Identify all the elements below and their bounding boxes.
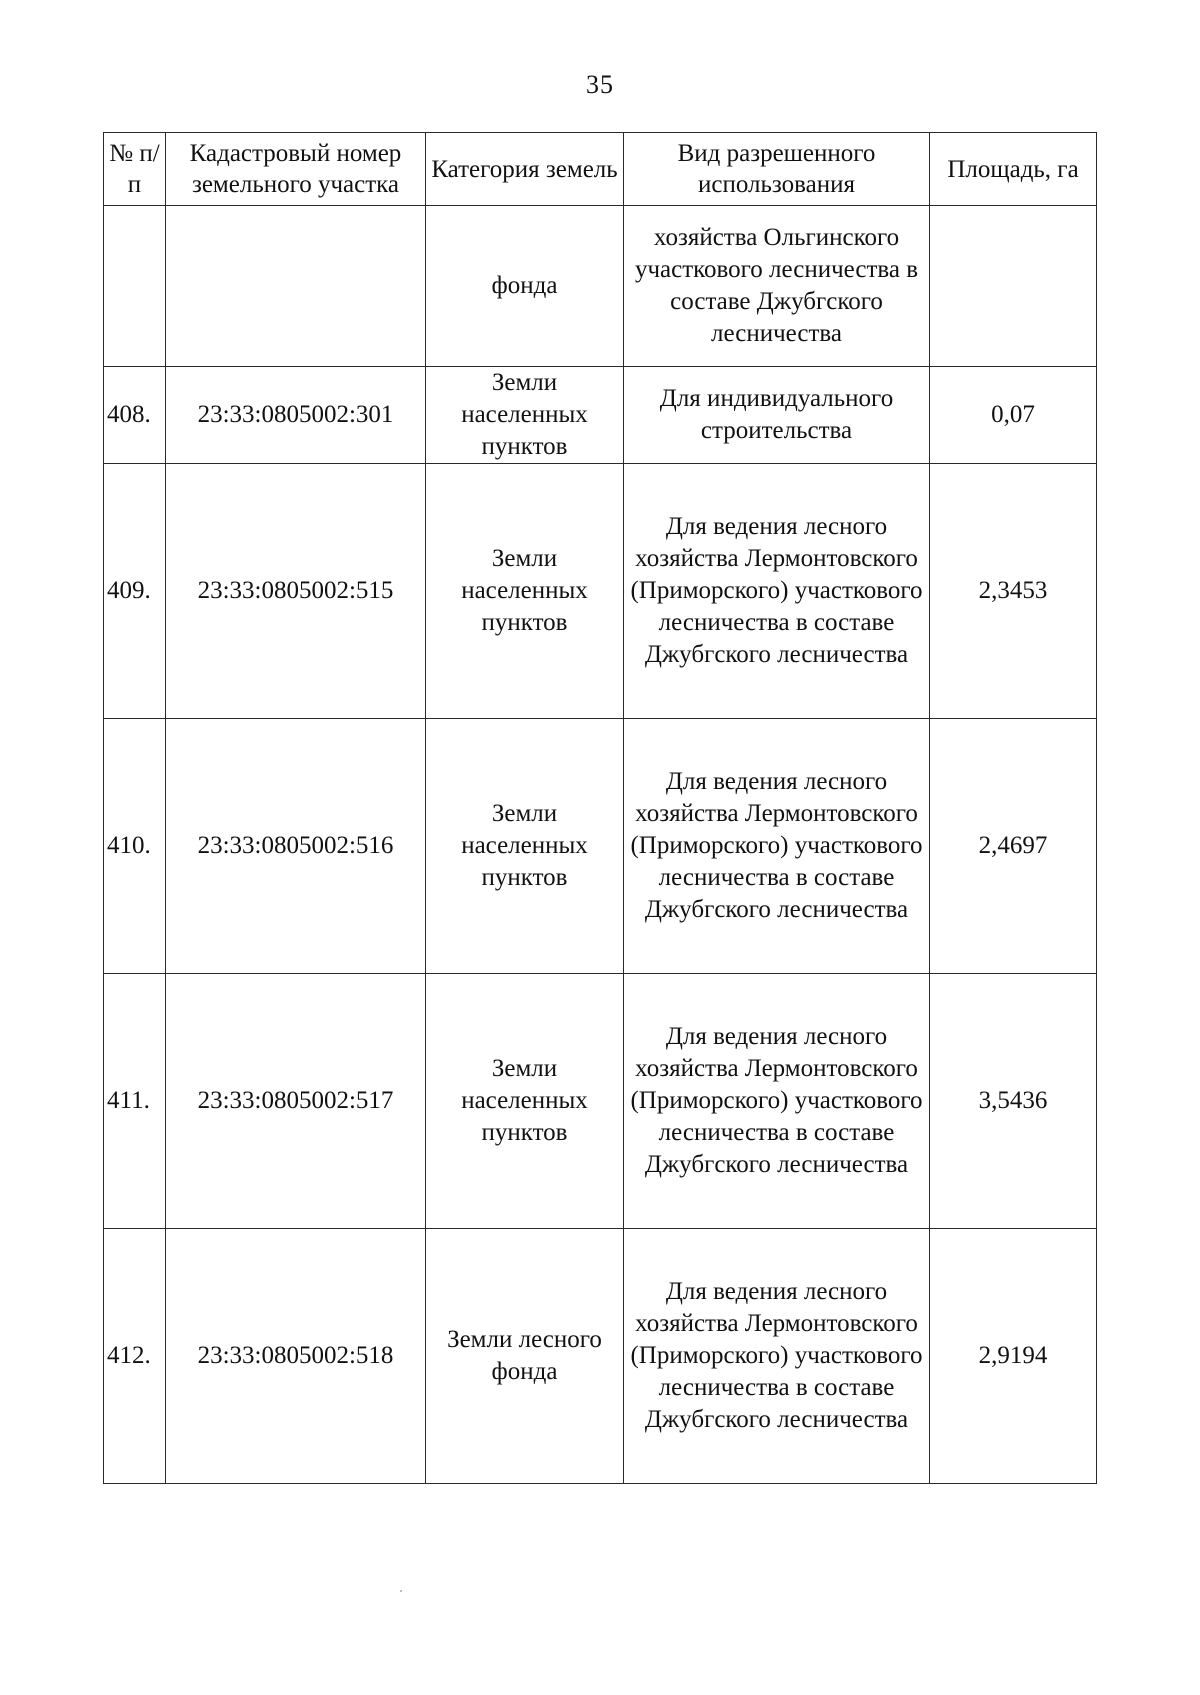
header-row bbox=[104, 133, 1097, 206]
cell-category: фонда bbox=[426, 206, 624, 367]
cell-area: 2,3453 bbox=[930, 464, 1097, 719]
cell-num: 410. bbox=[104, 719, 166, 974]
cell-use: Для ведения лесного хозяйства Лермонтовского (Приморского) участкового лесничества в составе Джубгского лесничества bbox=[624, 719, 930, 974]
cell-cadastral: 23:33:0805002:517 bbox=[166, 974, 426, 1229]
land-plots-table bbox=[103, 132, 1097, 1484]
scan-speck bbox=[400, 1590, 402, 1592]
header-num: № п/п bbox=[104, 133, 166, 206]
table-row bbox=[104, 719, 1097, 974]
cell-num bbox=[104, 206, 166, 367]
table-body bbox=[104, 206, 1097, 1484]
header-area: Площадь, га bbox=[930, 133, 1097, 206]
cell-category: Земли лесного фонда bbox=[426, 1229, 624, 1484]
cell-cadastral bbox=[166, 206, 426, 367]
cell-area: 3,5436 bbox=[930, 974, 1097, 1229]
table-row-continuation bbox=[104, 206, 1097, 367]
cell-use: Для ведения лесного хозяйства Лермонтовского (Приморского) участкового лесничества в составе Джубгского лесничества bbox=[624, 1229, 930, 1484]
table-row bbox=[104, 464, 1097, 719]
cell-num: 409. bbox=[104, 464, 166, 719]
cell-cadastral: 23:33:0805002:301 bbox=[166, 367, 426, 464]
table-row bbox=[104, 1229, 1097, 1484]
header-category: Категория земель bbox=[426, 133, 624, 206]
cell-cadastral: 23:33:0805002:515 bbox=[166, 464, 426, 719]
cell-category: Земли населенных пунктов bbox=[426, 719, 624, 974]
table-header bbox=[104, 133, 1097, 206]
cell-num: 411. bbox=[104, 974, 166, 1229]
cell-num: 412. bbox=[104, 1229, 166, 1484]
page-number: 35 bbox=[586, 70, 614, 99]
table-row bbox=[104, 367, 1097, 464]
cell-category: Земли населенных пунктов bbox=[426, 367, 624, 464]
cell-area: 0,07 bbox=[930, 367, 1097, 464]
cell-area: 2,9194 bbox=[930, 1229, 1097, 1484]
cell-use: Для ведения лесного хозяйства Лермонтовского (Приморского) участкового лесничества в составе Джубгского лесничества bbox=[624, 974, 930, 1229]
cell-area: 2,4697 bbox=[930, 719, 1097, 974]
cell-category: Земли населенных пунктов bbox=[426, 464, 624, 719]
cell-use: хозяйства Ольгинского участкового лесничества в составе Джубгского лесничества bbox=[624, 206, 930, 367]
cell-cadastral: 23:33:0805002:518 bbox=[166, 1229, 426, 1484]
cell-cadastral: 23:33:0805002:516 bbox=[166, 719, 426, 974]
cell-use: Для индивидуального строительства bbox=[624, 367, 930, 464]
header-cadastral: Кадастровый номер земельного участка bbox=[166, 133, 426, 206]
table-row bbox=[104, 974, 1097, 1229]
cell-use: Для ведения лесного хозяйства Лермонтовского (Приморского) участкового лесничества в составе Джубгского лесничества bbox=[624, 464, 930, 719]
cell-num: 408. bbox=[104, 367, 166, 464]
header-use: Вид разрешенного использования bbox=[624, 133, 930, 206]
cell-area bbox=[930, 206, 1097, 367]
cell-category: Земли населенных пунктов bbox=[426, 974, 624, 1229]
